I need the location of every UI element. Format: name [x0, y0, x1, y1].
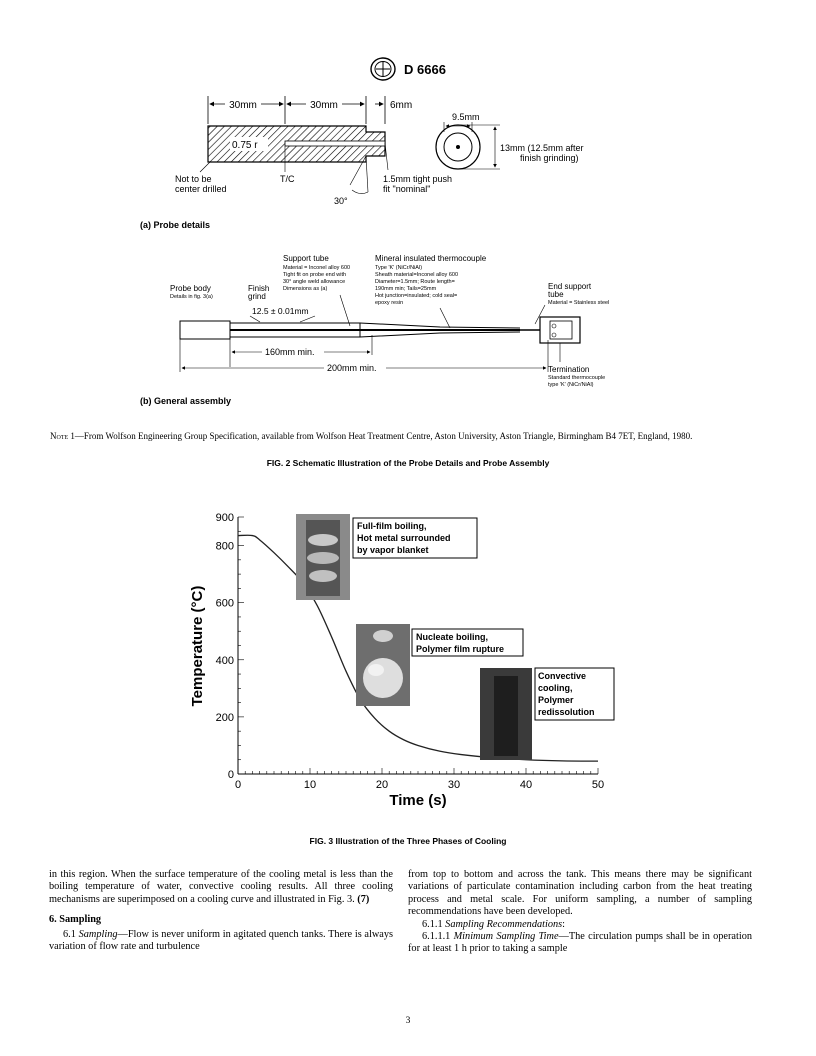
dim-9-5mm: 9.5mm [452, 112, 480, 122]
push-fit-line1: 1.5mm tight push [383, 174, 453, 184]
annotation-nucleate-line1: Nucleate boiling, [416, 632, 489, 642]
cooling-curve-chart [180, 500, 620, 820]
annotation-nucleate [412, 629, 523, 656]
y-tick-label: 900 [215, 512, 234, 524]
probe-body-line2: Details in fig. 3(a) [170, 294, 213, 300]
support-tube-line2: Material = Inconel alloy 600 [283, 265, 351, 271]
y-tick-label: 0 [227, 769, 234, 781]
page-header [0, 56, 816, 82]
left-paragraph-2 [49, 929, 393, 954]
annotation-full-film-line2: Hot metal surrounded [357, 533, 451, 543]
section-heading: 6. Sampling [49, 914, 102, 926]
not-center-drilled-line2: center drilled [175, 184, 227, 194]
mineral-line2: Type 'K' (NiCr/NiAl) [375, 265, 423, 271]
annotation-full-film-line3: by vapor blanket [357, 545, 429, 555]
y-tick-label: 400 [215, 654, 234, 667]
left-column [49, 869, 393, 953]
dim-160mm: 160mm min. [265, 347, 315, 357]
astm-logo-icon [370, 57, 396, 81]
finish-grind-line2: grind [248, 292, 266, 301]
y-tick-label: 600 [215, 597, 234, 610]
para-6-1-1-1-number: 6.1.1.1 [422, 931, 451, 943]
y-axis-label: Temperature (°C) [189, 585, 206, 707]
note-text: —From Wolfson Engineering Group Specification, available from Wolfson Heat Treatment Centre, Aston University, Aston Triangle, Birmingham B4 7ET, England, 1980. [74, 431, 693, 441]
annotation-full-film [353, 518, 477, 558]
para-6-1-1-colon: : [562, 918, 566, 930]
page-number: 3 [405, 1016, 411, 1026]
right-paragraph-1: from top to bottom and across the tank. This means there may be significant variations of particulate contamination including carbon from the heat treating process and metal scale. For uniform sampling, a number of sampling recommendations have been developed. [408, 869, 752, 918]
mineral-line1: Mineral insulated thermocouple [375, 254, 487, 263]
dim-13mm-line2: finish grinding) [520, 153, 579, 163]
figure-2-drawing [140, 90, 680, 410]
annotation-convective [535, 668, 614, 720]
y-tick-label: 800 [215, 540, 234, 553]
mineral-line3: Sheath material=Inconel alloy 600 [375, 272, 459, 278]
tc-label: T/C [280, 174, 295, 184]
angle-label: 30° [334, 196, 348, 206]
y-tick-label: 200 [215, 711, 234, 724]
x-tick-label: 10 [303, 779, 317, 791]
para-6-1-1-1-title: Minimum Sampling Time [453, 931, 559, 943]
note-prefix: Note 1 [50, 431, 75, 441]
probe-details-drawing [140, 96, 584, 230]
document-designation: D 6666 [404, 61, 446, 77]
general-assembly-label: (b) General assembly [140, 396, 232, 406]
right-paragraph-3 [408, 931, 752, 956]
annotation-nucleate-line2: Polymer film rupture [416, 644, 505, 654]
termination-line1: Termination [548, 365, 590, 374]
support-tube-line5: Dimensions as (a) [283, 286, 328, 292]
mineral-line7: epoxy resin [375, 300, 404, 306]
dim-200mm: 200mm min. [327, 363, 377, 373]
figure-3-caption: FIG. 3 Illustration of the Three Phases of Cooling [309, 836, 507, 846]
para-6-1-1-number: 6.1.1 [422, 918, 443, 930]
dim-13mm-line1: 13mm (12.5mm after [500, 143, 584, 153]
annotation-convective-line2: cooling, [538, 683, 573, 693]
figure-note [50, 431, 770, 442]
full-film-boiling-photo [296, 514, 350, 600]
support-tube-line4: 30° angle weld allowance [283, 279, 346, 285]
dim-30mm-b: 30mm [310, 100, 338, 111]
x-tick-label: 0 [234, 779, 242, 791]
nucleate-boiling-photo [356, 624, 410, 706]
right-column [408, 869, 752, 956]
annotation-convective-line4: redissolution [538, 707, 595, 717]
termination-line3: type 'K' (NiCr/NiAl) [548, 382, 594, 388]
dim-0-75-r: 0.75 r [232, 140, 258, 151]
mineral-line5: 190mm min; Tails=25mm [375, 286, 437, 292]
figure-2-caption: FIG. 2 Schematic Illustration of the Probe Details and Probe Assembly [266, 458, 550, 468]
dim-6mm: 6mm [390, 100, 413, 111]
support-tube-line3: Tight fit on probe end with [283, 272, 347, 278]
end-support-line3: Material = Stainless steel [548, 300, 610, 306]
reference-7: (7) [357, 893, 370, 905]
right-paragraph-2 [408, 919, 752, 931]
finish-grind-line1: Finish [248, 284, 270, 293]
x-tick-label: 50 [591, 779, 605, 791]
x-axis-label: Time (s) [389, 792, 447, 809]
left-paragraph-1-text: in this region. When the surface temperature of the cooling metal is less than the boiling temperature of water, convective cooling results. All three cooling mechanisms are superimposed on a cooling curve and illustrated in Fig. 3. [49, 869, 393, 905]
x-tick-label: 40 [519, 779, 533, 791]
annotation-convective-line3: Polymer [538, 695, 574, 705]
termination-line2: Standard thermocouple [548, 375, 606, 381]
left-paragraph-1 [49, 869, 393, 906]
mineral-line4: Diameter=1.5mm; Route length= [375, 279, 455, 285]
para-6-1-1-title: Sampling Recommendations [445, 918, 563, 930]
probe-body-line1: Probe body [170, 284, 211, 293]
annotation-convective-line1: Convective [538, 671, 587, 681]
para-6-1-1-1-text: —The circulation pumps shall be in operation for at least 1 h prior to taking a sample [408, 931, 753, 955]
para-6-1-number: 6.1 [63, 928, 76, 940]
para-6-1-text: —Flow is never uniform in agitated quench tanks. There is always variation of flow rate and turbulence [49, 928, 394, 953]
annotation-full-film-line1: Full-film boiling, [357, 521, 427, 531]
dim-30mm-a: 30mm [229, 100, 257, 111]
end-support-line1: End support [548, 282, 592, 291]
dim-12-5mm: 12.5 ± 0.01mm [252, 306, 309, 316]
x-tick-label: 30 [447, 779, 461, 791]
push-fit-line2: fit "nominal" [383, 184, 431, 194]
para-6-1-title: Sampling [78, 928, 118, 940]
general-assembly-drawing [140, 254, 609, 406]
mineral-line6: Hot junction=insulated; cold seal= [375, 293, 458, 299]
probe-details-label: (a) Probe details [140, 220, 211, 230]
not-center-drilled-line1: Not to be [175, 174, 212, 184]
convective-cooling-photo [480, 668, 532, 760]
support-tube-line1: Support tube [283, 254, 329, 263]
x-tick-label: 20 [375, 779, 389, 791]
end-support-line2: tube [548, 290, 564, 299]
